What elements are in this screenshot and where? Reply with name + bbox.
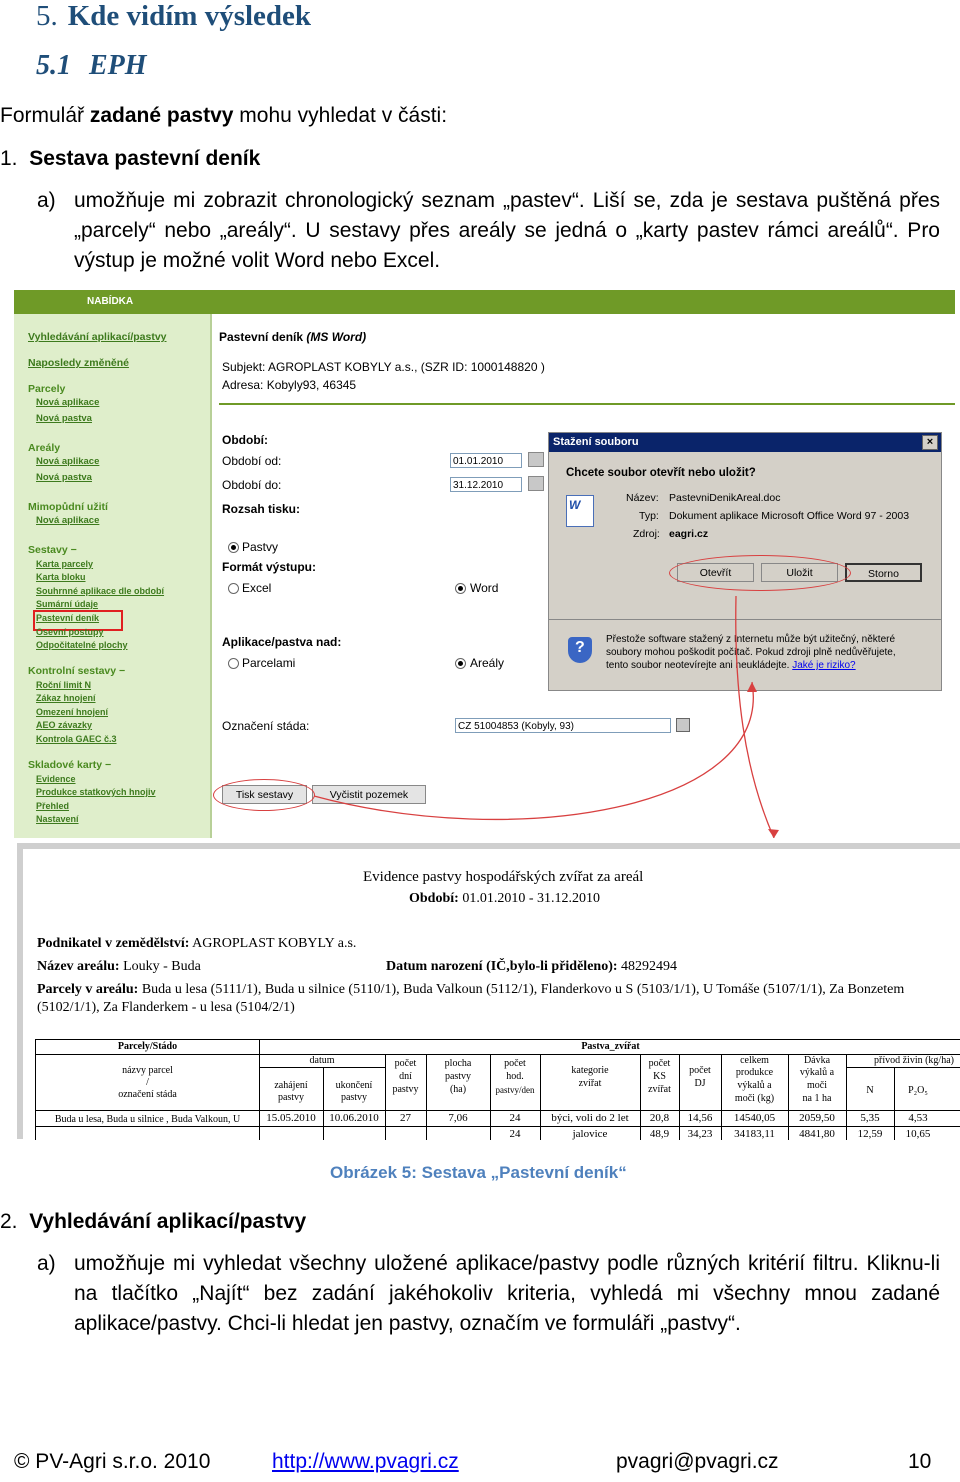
th-pocet-hod3: pastvy/den bbox=[495, 1085, 535, 1095]
sidebar-item-prehled[interactable]: Přehled bbox=[36, 801, 70, 811]
footer-url-link[interactable]: http://www.pvagri.cz bbox=[272, 1450, 459, 1473]
sidebar-item-karta-parcely[interactable]: Karta parcely bbox=[36, 559, 94, 569]
label-aplikace: Aplikace/pastva nad: bbox=[222, 635, 342, 649]
close-icon[interactable]: × bbox=[922, 435, 938, 450]
sidebar-item-parcely-nova-aplikace[interactable]: Nová aplikace bbox=[36, 397, 100, 408]
list-item-2a-text: umožňuje mi vyhledat všechny uložené aplikace/pastvy podle různých kritérií filtru. Kliknu-li na tlačítko „Najít“ bez zadání jakéhokoliv kriteria, vyhledá mi všechny mnou zadané aplikace/pastvy. Chci-li hledat jen pastvy, označím ve formuláři „pastvy“. bbox=[74, 1252, 940, 1335]
list-item-1-heading bbox=[0, 144, 260, 174]
label-arealy: Areály bbox=[470, 656, 505, 670]
th-zahajeni: zahájení bbox=[274, 1080, 308, 1091]
sidebar-group-sestavy[interactable]: Sestavy − bbox=[28, 544, 77, 556]
sidebar-item-sumarni-udaje[interactable]: Sumární údaje bbox=[36, 599, 99, 609]
subsection-title: EPH bbox=[89, 50, 147, 81]
cell-row2-ks: 48,9 bbox=[649, 1128, 670, 1140]
vycistit-button[interactable]: Vyčistit pozemek bbox=[312, 785, 426, 804]
cell-row2-kategorie: jalovice bbox=[572, 1128, 608, 1140]
footer-page-number: 10 bbox=[908, 1450, 932, 1473]
oznaceni-select[interactable]: CZ 51004853 (Kobyly, 93) bbox=[455, 718, 671, 733]
cell-row1-hod: 24 bbox=[509, 1112, 521, 1124]
report-period-label: Období: bbox=[409, 891, 459, 906]
subsection-heading bbox=[36, 50, 147, 82]
obdobi-do-input[interactable]: 31.12.2010 bbox=[450, 477, 522, 492]
intro-pre: Formulář bbox=[0, 104, 90, 127]
th-pocet-dni2: dní bbox=[399, 1071, 412, 1082]
dialog-question: Chcete soubor otevřít nebo uložit? bbox=[566, 467, 756, 479]
arrow-path bbox=[736, 596, 774, 838]
th-pocet-hod2: hod. bbox=[506, 1071, 524, 1082]
intro-post: mohu vyhledat v části: bbox=[233, 104, 448, 127]
dialog-name-label: Název: bbox=[626, 492, 659, 504]
th-celkem2: produkce bbox=[735, 1067, 774, 1078]
sidebar-group-kontrolni[interactable]: Kontrolní sestavy − bbox=[28, 665, 126, 677]
label-word: Word bbox=[470, 581, 499, 595]
report-parcely-line2: (5102/1/1), Za Flanderkem - u lesa (5104/2/1) bbox=[37, 1000, 295, 1015]
cancel-button[interactable]: Storno bbox=[845, 563, 922, 582]
word-document-icon: W bbox=[566, 495, 594, 527]
sidebar-item-kontrola-gaec[interactable]: Kontrola GAEC č.3 bbox=[36, 734, 117, 744]
sidebar-item-aeo-zavazky[interactable]: AEO závazky bbox=[36, 720, 93, 730]
cell-row2-p: 10,65 bbox=[905, 1128, 931, 1140]
report-screenshot bbox=[17, 843, 960, 1139]
cell-row1-ukonceni: 10.06.2010 bbox=[329, 1112, 379, 1124]
th-celkem4: moči (kg) bbox=[734, 1093, 775, 1104]
th-ukonceni2: pastvy bbox=[340, 1092, 368, 1103]
report-areal bbox=[37, 959, 201, 975]
section-title: Kde vidím výsledek bbox=[67, 0, 312, 32]
report-podnikatel bbox=[37, 936, 356, 952]
th-n: N bbox=[866, 1085, 874, 1096]
list-item-2-title: Vyhledávání aplikací/pastvy bbox=[29, 1210, 307, 1233]
label-obdobi-od: Období od: bbox=[222, 454, 282, 468]
th-pocet-hod: počet bbox=[504, 1058, 526, 1069]
label-excel: Excel bbox=[242, 581, 272, 595]
arrow-path bbox=[314, 682, 753, 819]
label-parcelami: Parcelami bbox=[242, 656, 296, 670]
th-p2o5: P₂O₅ bbox=[908, 1085, 928, 1096]
th-prisun: přívod živin (kg/ha) bbox=[874, 1055, 954, 1066]
sidebar-item-parcely-nova-pastva[interactable]: Nová pastva bbox=[36, 413, 92, 424]
dialog-source: eagri.cz bbox=[669, 528, 709, 540]
th-plocha2: pastvy bbox=[444, 1071, 472, 1082]
footer-copyright: © PV-Agri s.r.o. 2010 bbox=[14, 1450, 211, 1473]
label-obdobi-do: Období do: bbox=[222, 478, 282, 492]
th-celkem3: výkalů a bbox=[737, 1080, 772, 1091]
th-datum: datum bbox=[309, 1055, 335, 1066]
dialog-name: PastevniDenikAreal.doc bbox=[669, 492, 781, 504]
list-item-2-heading bbox=[0, 1207, 306, 1237]
report-title: Evidence pastvy hospodářských zvířat za areál bbox=[363, 869, 644, 885]
sidebar-item-omezeni-hnojeni[interactable]: Omezení hnojení bbox=[36, 707, 109, 717]
risk-link[interactable]: Jaké je riziko? bbox=[792, 660, 856, 671]
form-address: Adresa: Kobyly93, 46345 bbox=[222, 378, 357, 392]
list-item-1-title: Sestava pastevní deník bbox=[29, 147, 261, 170]
label-oznaceni: Označení stáda: bbox=[222, 719, 310, 733]
th-davka2: výkalů a bbox=[799, 1067, 835, 1078]
th-kategorie: kategorie bbox=[571, 1065, 609, 1076]
table-line bbox=[846, 1067, 960, 1068]
sidebar-item-mimopudni-nova-aplikace[interactable]: Nová aplikace bbox=[36, 515, 100, 526]
intro-paragraph bbox=[0, 101, 447, 131]
intro-bold: zadané pastvy bbox=[89, 104, 234, 127]
label-pastvy: Pastvy bbox=[242, 540, 279, 554]
th-pocet-ks3: zvířat bbox=[648, 1084, 671, 1095]
cell-row2-dj: 34,23 bbox=[687, 1128, 713, 1140]
dialog-warning-text: tento soubor neotevírejte ani neukládejte. bbox=[606, 660, 790, 671]
th-pastva-zvirat: Pastva_zvířat bbox=[581, 1041, 640, 1052]
dialog-type-label: Typ: bbox=[639, 510, 659, 522]
sidebar-item-evidence[interactable]: Evidence bbox=[36, 774, 76, 784]
sidebar-group-skladove[interactable]: Skladové karty − bbox=[28, 759, 112, 771]
sidebar-item-rocni-limit[interactable]: Roční limit N bbox=[36, 680, 92, 690]
sidebar-item-arealy-nova-aplikace[interactable]: Nová aplikace bbox=[36, 456, 100, 467]
th-pocet-dni3: pastvy bbox=[392, 1084, 419, 1095]
th-pocet-dj: počet bbox=[689, 1065, 711, 1076]
th-davka: Dávka bbox=[803, 1055, 831, 1066]
list-item-2a-label: a) bbox=[37, 1252, 56, 1275]
form-title-text: Pastevní deník bbox=[219, 330, 304, 344]
cell-row1-celkem: 14540,05 bbox=[733, 1112, 776, 1124]
sidebar-item-pastevni-denik[interactable]: Pastevní deník bbox=[36, 613, 100, 623]
report-table bbox=[35, 1039, 960, 1140]
th-plocha: plocha bbox=[444, 1058, 472, 1069]
cell-row1-p: 4,53 bbox=[908, 1112, 928, 1124]
th-oznaceni: označení stáda bbox=[118, 1089, 177, 1100]
th-lomeno: / bbox=[146, 1077, 149, 1088]
sidebar-item-search[interactable]: Vyhledávání aplikací/pastvy bbox=[28, 331, 167, 343]
report-period-value: 01.01.2010 - 31.12.2010 bbox=[462, 891, 600, 906]
cell-row2-hod: 24 bbox=[509, 1128, 521, 1140]
report-datum bbox=[386, 959, 677, 975]
sidebar-item-nastaveni[interactable]: Nastavení bbox=[36, 814, 79, 824]
label-format: Formát výstupu: bbox=[222, 560, 317, 574]
th-pocet-dni: počet bbox=[394, 1058, 417, 1069]
cell-row1-davka: 2059,50 bbox=[799, 1112, 835, 1124]
th-parcely-stado: Parcely/Stádo bbox=[117, 1041, 178, 1052]
cell-row1-ks: 20,8 bbox=[649, 1112, 670, 1124]
table-line bbox=[36, 1110, 960, 1111]
th-pocet-dj2: DJ bbox=[694, 1078, 706, 1089]
dialog-warning-line1: Přestože software stažený z Internetu může být užitečný, některé bbox=[606, 634, 896, 645]
save-button[interactable]: Uložit bbox=[761, 563, 838, 582]
report-datum-value: 48292494 bbox=[621, 959, 678, 974]
label-rozsah: Rozsah tisku: bbox=[222, 502, 301, 516]
th-plocha3: (ha) bbox=[449, 1084, 467, 1095]
dialog-warning-line2: soubory mohou poškodit počítač. Pokud zdroji plně nedůvěřujete, bbox=[606, 647, 896, 658]
cell-row2-n: 12,59 bbox=[857, 1128, 883, 1140]
sidebar-group-mimopudni: Mimopůdní užití bbox=[28, 501, 108, 513]
sidebar-group-arealy: Areály bbox=[28, 442, 61, 454]
form-title-suffix: (MS Word) bbox=[306, 330, 367, 344]
open-button[interactable]: Otevřít bbox=[677, 563, 754, 582]
figure-caption: Obrázek 5: Sestava „Pastevní deník“ bbox=[330, 1163, 627, 1182]
th-zahajeni2: pastvy bbox=[277, 1092, 305, 1103]
tisk-sestavy-button[interactable]: Tisk sestavy bbox=[222, 785, 307, 804]
report-datum-label: Datum narození (IČ,bylo-li přiděleno): bbox=[386, 959, 618, 974]
cell-row1-dj: 14,56 bbox=[687, 1112, 713, 1124]
th-celkem: celkem bbox=[740, 1055, 769, 1066]
sidebar-item-karta-bloku[interactable]: Karta bloku bbox=[36, 572, 86, 582]
dialog-type: Dokument aplikace Microsoft Office Word 97 - 2003 bbox=[669, 510, 910, 522]
list-item-1-number: 1. bbox=[0, 147, 18, 170]
report-period bbox=[409, 891, 600, 907]
th-davka3: moči bbox=[807, 1080, 827, 1091]
list-item-2-number: 2. bbox=[0, 1210, 18, 1233]
report-podnikatel-label: Podnikatel v zemědělství: bbox=[37, 936, 190, 951]
cell-row1-kategorie: býci, voli do 2 let bbox=[551, 1112, 629, 1124]
sidebar-item-osevni-postupy[interactable]: Osevní postupy bbox=[36, 627, 104, 637]
report-areal-value: Louky - Buda bbox=[123, 959, 201, 974]
shield-icon: ? bbox=[568, 637, 592, 663]
form-subject: Subjekt: AGROPLAST KOBYLY a.s., (SZR ID: 1000148820 ) bbox=[222, 360, 545, 374]
table-line bbox=[36, 1126, 960, 1127]
cell-row2-davka: 4841,80 bbox=[799, 1128, 835, 1140]
table-line bbox=[259, 1067, 385, 1068]
th-kategorie2: zvířat bbox=[578, 1078, 602, 1089]
section-heading bbox=[36, 0, 311, 33]
report-podnikatel-value: AGROPLAST KOBYLY a.s. bbox=[192, 936, 357, 951]
app-screenshot bbox=[14, 290, 955, 838]
cell-row1-dni: 27 bbox=[400, 1112, 411, 1124]
subsection-number: 5.1 bbox=[36, 50, 71, 81]
th-ukonceni: ukončení bbox=[335, 1080, 373, 1091]
obdobi-od-input[interactable]: 01.01.2010 bbox=[450, 453, 522, 468]
list-item-1a-label: a) bbox=[37, 189, 56, 212]
cell-row1-plocha: 7,06 bbox=[448, 1112, 468, 1124]
section-number: 5. bbox=[36, 0, 58, 32]
label-obdobi: Období: bbox=[222, 433, 268, 447]
report-parcely bbox=[37, 982, 960, 998]
report-areal-label: Název areálu: bbox=[37, 959, 120, 974]
sidebar-item-souhrnne-aplikace[interactable]: Souhrnné aplikace dle období bbox=[36, 586, 165, 596]
cell-row2-celkem: 34183,11 bbox=[734, 1128, 775, 1140]
sidebar-group-parcely: Parcely bbox=[28, 383, 66, 395]
sidebar-item-produkce[interactable]: Produkce statkových hnojiv bbox=[36, 787, 156, 797]
th-nazvy: názvy parcel bbox=[122, 1065, 173, 1076]
sidebar-item-arealy-nova-pastva[interactable]: Nová pastva bbox=[36, 472, 92, 483]
list-item-1a-text: umožňuje mi zobrazit chronologický seznam „pastev“. Liší se, zda je sestava puštěná přes „parcely“ nebo „areály“. U sestavy přes areály se jedná o „karty pastev rámci areálů“. Pro výstup je možné volit Word nebo Excel. bbox=[74, 189, 940, 272]
th-pocet-ks: počet bbox=[648, 1058, 671, 1069]
report-parcely-line1: Buda u lesa (5111/1), Buda u silnice (5110/1), Buda Valkoun (5112/1), Flanderkovo u S (5103/1/1), U Tomáše (5107/1/1), Za Bonzetem bbox=[141, 982, 905, 997]
sidebar-item-zakaz-hnojeni[interactable]: Zákaz hnojení bbox=[36, 693, 96, 703]
cell-row1-zahajeni: 15.05.2010 bbox=[266, 1112, 316, 1124]
report-parcely-label: Parcely v areálu: bbox=[37, 982, 139, 997]
dialog-title: Stažení souboru bbox=[553, 436, 639, 448]
arrow-head bbox=[768, 829, 779, 838]
footer-email: pvagri@pvagri.cz bbox=[616, 1450, 779, 1473]
arrow-head bbox=[747, 682, 757, 692]
cell-row1-name: Buda u lesa, Buda u silnice , Buda Valkoun, U bbox=[54, 1114, 241, 1125]
sidebar-item-recent[interactable]: Naposledy změněné bbox=[28, 357, 129, 369]
annotation-arrows bbox=[14, 290, 955, 838]
th-pocet-ks2: KS bbox=[653, 1071, 666, 1082]
cell-row1-n: 5,35 bbox=[860, 1112, 880, 1124]
th-davka4: na 1 ha bbox=[802, 1093, 832, 1104]
dialog-source-label: Zdroj: bbox=[633, 528, 660, 540]
sidebar-item-odpocitatelne-plochy[interactable]: Odpočitatelné plochy bbox=[36, 640, 128, 650]
menu-title: NABÍDKA bbox=[87, 296, 134, 307]
